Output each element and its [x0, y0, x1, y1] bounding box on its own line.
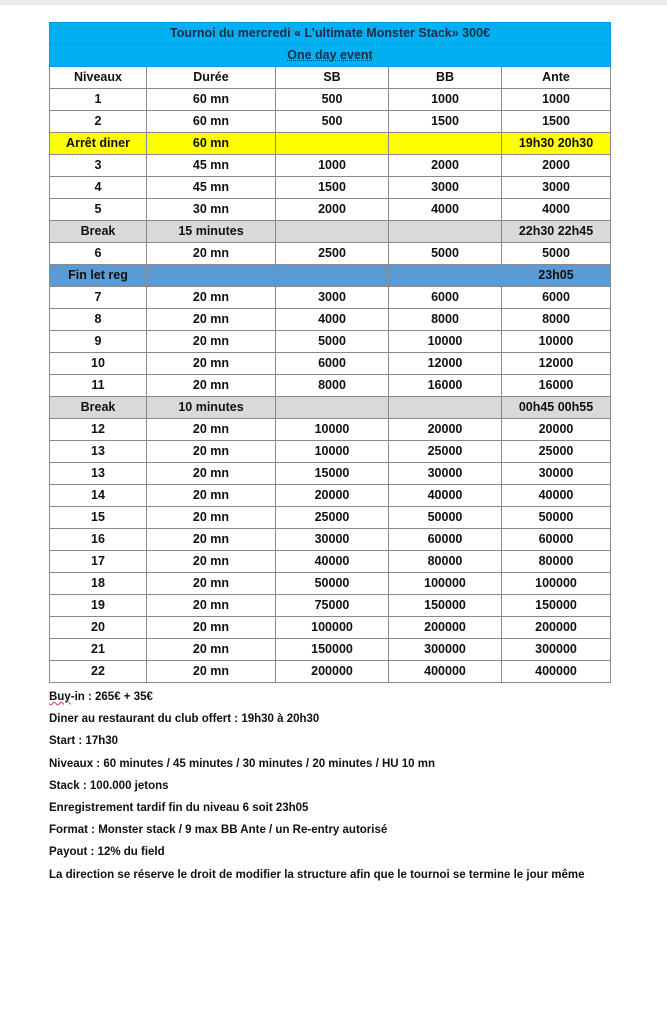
cell-sb: 50000	[276, 573, 389, 595]
table-header-row	[50, 67, 611, 89]
table-row-dinner	[50, 133, 611, 155]
buyin-value: -in : 265€ + 35€	[70, 691, 153, 703]
table-title-row	[50, 23, 611, 45]
cell-niveau: 4	[50, 177, 147, 199]
table-row	[50, 661, 611, 683]
cell-bb	[389, 265, 502, 287]
tournament-structure-table	[49, 22, 611, 683]
cell-bb	[389, 221, 502, 243]
cell-niveau: 8	[50, 309, 147, 331]
note-disclaimer: La direction se réserve le droit de modifier la structure afin que le tournoi se termine le jour même	[49, 868, 585, 881]
table-title: Tournoi du mercredi « L’ultimate Monster Stack» 300€	[50, 23, 611, 45]
table-row	[50, 243, 611, 265]
cell-duree: 45 mn	[147, 177, 276, 199]
note-late-registration: Enregistrement tardif fin du niveau 6 soit 23h05	[49, 801, 309, 814]
table-row	[50, 529, 611, 551]
top-shadow-band	[0, 0, 667, 5]
cell-sb: 2500	[276, 243, 389, 265]
cell-sb: 5000	[276, 331, 389, 353]
cell-niveau: 5	[50, 199, 147, 221]
cell-duree: 20 mn	[147, 485, 276, 507]
cell-duree: 20 mn	[147, 595, 276, 617]
table-row	[50, 199, 611, 221]
cell-bb: 12000	[389, 353, 502, 375]
cell-duree: 20 mn	[147, 243, 276, 265]
cell-ante: 20000	[502, 419, 611, 441]
table-row	[50, 463, 611, 485]
note-dinner: Diner au restaurant du club offert : 19h30 à 20h30	[49, 713, 320, 726]
cell-niveau: 20	[50, 617, 147, 639]
cell-niveau: 6	[50, 243, 147, 265]
cell-bb: 20000	[389, 419, 502, 441]
table-row	[50, 287, 611, 309]
cell-niveau: 21	[50, 639, 147, 661]
table-row	[50, 111, 611, 133]
table-row	[50, 617, 611, 639]
cell-sb: 15000	[276, 463, 389, 485]
note-start: Start : 17h30	[49, 735, 119, 748]
cell-ante: 8000	[502, 309, 611, 331]
cell-duree: 20 mn	[147, 507, 276, 529]
header-bb: BB	[389, 67, 502, 89]
note-stack: Stack : 100.000 jetons	[49, 779, 169, 792]
cell-duree: 20 mn	[147, 617, 276, 639]
cell-niveau: 14	[50, 485, 147, 507]
cell-niveau: 1	[50, 89, 147, 111]
header-ante: Ante	[502, 67, 611, 89]
cell-ante: 50000	[502, 507, 611, 529]
cell-bb: 40000	[389, 485, 502, 507]
cell-sb	[276, 397, 389, 419]
cell-bb: 60000	[389, 529, 502, 551]
cell-sb	[276, 133, 389, 155]
cell-sb: 25000	[276, 507, 389, 529]
cell-duree: 20 mn	[147, 353, 276, 375]
cell-niveau: 22	[50, 661, 147, 683]
cell-duree: 20 mn	[147, 639, 276, 661]
cell-ante: 3000	[502, 177, 611, 199]
table-row	[50, 507, 611, 529]
cell-bb: 200000	[389, 617, 502, 639]
cell-bb: 5000	[389, 243, 502, 265]
buyin-label: Buy	[49, 691, 71, 703]
cell-ante: 10000	[502, 331, 611, 353]
cell-sb: 8000	[276, 375, 389, 397]
cell-niveau: 18	[50, 573, 147, 595]
table-row	[50, 331, 611, 353]
cell-sb	[276, 221, 389, 243]
table-row	[50, 419, 611, 441]
table-row	[50, 89, 611, 111]
cell-niveau: Arrêt diner	[50, 133, 147, 155]
cell-sb: 20000	[276, 485, 389, 507]
table-row-break	[50, 221, 611, 243]
cell-niveau: 2	[50, 111, 147, 133]
cell-sb: 500	[276, 89, 389, 111]
cell-ante: 2000	[502, 155, 611, 177]
cell-ante: 80000	[502, 551, 611, 573]
cell-duree: 60 mn	[147, 111, 276, 133]
cell-bb: 150000	[389, 595, 502, 617]
cell-sb: 40000	[276, 551, 389, 573]
cell-duree: 20 mn	[147, 441, 276, 463]
table-row	[50, 309, 611, 331]
cell-ante: 60000	[502, 529, 611, 551]
note-payout: Payout : 12% du field	[49, 846, 165, 859]
cell-ante: 4000	[502, 199, 611, 221]
cell-niveau: Break	[50, 397, 147, 419]
cell-bb: 1000	[389, 89, 502, 111]
cell-niveau: Fin let reg	[50, 265, 147, 287]
cell-duree: 20 mn	[147, 529, 276, 551]
cell-bb: 16000	[389, 375, 502, 397]
cell-niveau: 10	[50, 353, 147, 375]
cell-sb: 1500	[276, 177, 389, 199]
table-row-break	[50, 397, 611, 419]
cell-sb: 1000	[276, 155, 389, 177]
cell-duree: 15 minutes	[147, 221, 276, 243]
cell-bb: 8000	[389, 309, 502, 331]
cell-sb: 4000	[276, 309, 389, 331]
cell-duree: 20 mn	[147, 287, 276, 309]
cell-duree: 10 minutes	[147, 397, 276, 419]
cell-sb: 150000	[276, 639, 389, 661]
cell-ante: 6000	[502, 287, 611, 309]
cell-ante: 22h30 22h45	[502, 221, 611, 243]
cell-ante: 23h05	[502, 265, 611, 287]
table-row	[50, 441, 611, 463]
cell-ante: 5000	[502, 243, 611, 265]
cell-duree: 30 mn	[147, 199, 276, 221]
cell-bb: 25000	[389, 441, 502, 463]
cell-duree: 20 mn	[147, 551, 276, 573]
cell-sb: 500	[276, 111, 389, 133]
note-buyin	[49, 686, 649, 708]
note-format: Format : Monster stack / 9 max BB Ante / un Re-entry autorisé	[49, 824, 388, 837]
table-row	[50, 155, 611, 177]
cell-sb: 3000	[276, 287, 389, 309]
cell-ante: 30000	[502, 463, 611, 485]
cell-sb: 6000	[276, 353, 389, 375]
subtitle-text: One day event	[287, 48, 373, 62]
cell-duree: 20 mn	[147, 331, 276, 353]
cell-ante: 40000	[502, 485, 611, 507]
cell-sb: 200000	[276, 661, 389, 683]
cell-ante: 1000	[502, 89, 611, 111]
cell-bb: 80000	[389, 551, 502, 573]
cell-sb	[276, 265, 389, 287]
cell-niveau: 15	[50, 507, 147, 529]
table-row	[50, 485, 611, 507]
table-subtitle	[50, 45, 611, 67]
cell-sb: 75000	[276, 595, 389, 617]
cell-sb: 100000	[276, 617, 389, 639]
cell-bb	[389, 133, 502, 155]
cell-ante: 300000	[502, 639, 611, 661]
table-subtitle-row	[50, 45, 611, 67]
cell-duree: 60 mn	[147, 133, 276, 155]
cell-bb	[389, 397, 502, 419]
cell-ante: 12000	[502, 353, 611, 375]
cell-duree: 20 mn	[147, 309, 276, 331]
cell-duree: 20 mn	[147, 375, 276, 397]
header-niveaux: Niveaux	[50, 67, 147, 89]
table-row	[50, 639, 611, 661]
cell-duree: 45 mn	[147, 155, 276, 177]
cell-bb: 3000	[389, 177, 502, 199]
cell-niveau: 11	[50, 375, 147, 397]
cell-sb: 2000	[276, 199, 389, 221]
cell-ante: 00h45 00h55	[502, 397, 611, 419]
cell-bb: 2000	[389, 155, 502, 177]
cell-bb: 10000	[389, 331, 502, 353]
cell-niveau: Break	[50, 221, 147, 243]
cell-duree: 20 mn	[147, 419, 276, 441]
cell-bb: 6000	[389, 287, 502, 309]
cell-duree: 20 mn	[147, 463, 276, 485]
cell-duree: 60 mn	[147, 89, 276, 111]
cell-ante: 19h30 20h30	[502, 133, 611, 155]
cell-sb: 10000	[276, 419, 389, 441]
cell-niveau: 13	[50, 463, 147, 485]
table-row	[50, 375, 611, 397]
cell-ante: 1500	[502, 111, 611, 133]
tournament-notes	[49, 686, 649, 886]
cell-duree	[147, 265, 276, 287]
cell-ante: 16000	[502, 375, 611, 397]
note-levels: Niveaux : 60 minutes / 45 minutes / 30 minutes / 20 minutes / HU 10 mn	[49, 757, 436, 770]
table-row-late-reg	[50, 265, 611, 287]
cell-bb: 1500	[389, 111, 502, 133]
cell-duree: 20 mn	[147, 573, 276, 595]
cell-sb: 30000	[276, 529, 389, 551]
cell-niveau: 3	[50, 155, 147, 177]
cell-niveau: 9	[50, 331, 147, 353]
cell-niveau: 19	[50, 595, 147, 617]
cell-duree: 20 mn	[147, 661, 276, 683]
table-row	[50, 595, 611, 617]
cell-bb: 30000	[389, 463, 502, 485]
cell-ante: 25000	[502, 441, 611, 463]
cell-ante: 100000	[502, 573, 611, 595]
table-row	[50, 573, 611, 595]
cell-niveau: 16	[50, 529, 147, 551]
cell-sb: 10000	[276, 441, 389, 463]
cell-ante: 150000	[502, 595, 611, 617]
cell-bb: 400000	[389, 661, 502, 683]
cell-bb: 4000	[389, 199, 502, 221]
cell-niveau: 12	[50, 419, 147, 441]
cell-ante: 200000	[502, 617, 611, 639]
cell-niveau: 17	[50, 551, 147, 573]
cell-bb: 100000	[389, 573, 502, 595]
cell-bb: 50000	[389, 507, 502, 529]
cell-niveau: 13	[50, 441, 147, 463]
header-duree: Durée	[147, 67, 276, 89]
table-row	[50, 551, 611, 573]
header-sb: SB	[276, 67, 389, 89]
cell-niveau: 7	[50, 287, 147, 309]
table-row	[50, 177, 611, 199]
cell-ante: 400000	[502, 661, 611, 683]
cell-bb: 300000	[389, 639, 502, 661]
table-row	[50, 353, 611, 375]
